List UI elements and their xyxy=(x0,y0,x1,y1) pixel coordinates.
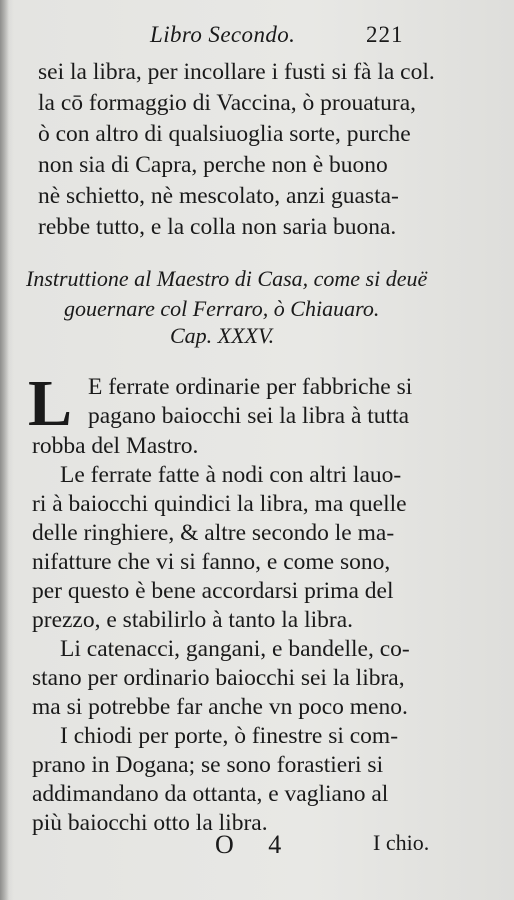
text-line: stano per ordinario baiocchi sei la libra, xyxy=(32,665,405,691)
text-line: prezzo, e stabilirlo à tanto la libra. xyxy=(32,607,354,633)
text-line: rebbe tutto, e la colla non saria buona. xyxy=(38,214,397,240)
text-line: Le ferrate fatte à nodi con altri lauo- xyxy=(60,462,402,488)
text-line: la cō formaggio di Vaccina, ò prouatura, xyxy=(38,90,417,116)
text-line: ma si potrebbe far anche vn poco meno. xyxy=(32,694,408,720)
signature-mark: O 4 xyxy=(215,830,296,859)
text-line: sei la libra, per incollare i fusti si fà la col. xyxy=(38,59,435,85)
text-line: nè schietto, nè mescolato, anzi guasta- xyxy=(38,183,399,209)
text-line: I chiodi per porte, ò finestre si com- xyxy=(60,723,399,749)
text-line: ò con altro di qualsiuoglia sorte, purche xyxy=(38,121,411,147)
text-line: Li catenacci, gangani, e bandelle, co- xyxy=(60,636,410,662)
text-line: robba del Mastro. xyxy=(32,433,199,459)
text-line: non sia di Capra, perche non è buono xyxy=(38,152,388,178)
text-line: più baiocchi otto la libra. xyxy=(32,810,268,836)
text-line: nifatture che vi si fanno, e come sono, xyxy=(32,549,391,575)
chapter-number: Cap. XXXV. xyxy=(170,323,275,348)
heading-line-2: gouernare col Ferraro, ò Chiauaro. xyxy=(64,296,380,321)
drop-cap: L xyxy=(28,367,73,440)
page-header xyxy=(150,22,470,50)
heading-line-1: Instruttione al Maestro di Casa, come si deuë xyxy=(26,266,428,291)
text-line: E ferrate ordinarie per fabbriche si xyxy=(88,374,413,400)
text-line: per questo è bene accordarsi prima del xyxy=(32,578,394,604)
catchword: I chio. xyxy=(373,830,430,855)
text-line: prano in Dogana; se sono forastieri si xyxy=(32,752,384,778)
text-line: pagano baiocchi sei la libra à tutta xyxy=(88,403,410,429)
text-line: ri à baiocchi quindici la libra, ma quelle xyxy=(32,491,407,517)
text-line: delle ringhiere, & altre secondo le ma- xyxy=(32,520,395,546)
page-number: 221 xyxy=(366,22,404,47)
running-title: Libro Secondo. xyxy=(150,22,296,47)
text-line: addimandano da ottanta, e vagliano al xyxy=(32,781,389,807)
